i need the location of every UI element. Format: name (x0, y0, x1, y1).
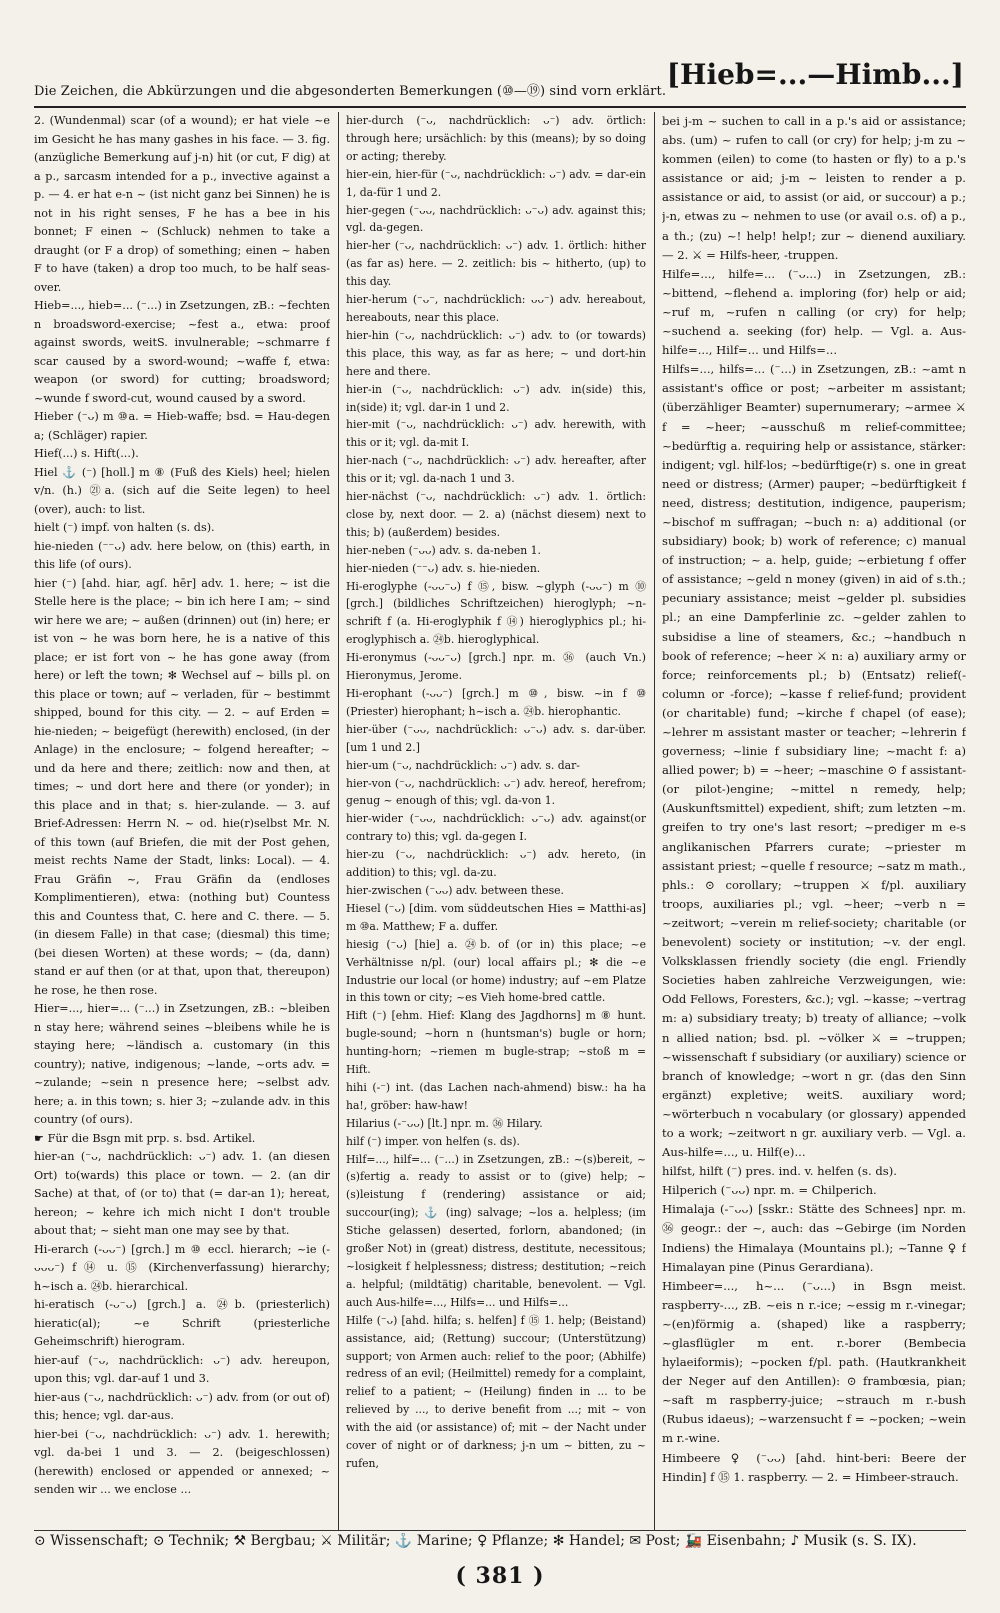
dictionary-entry: hier-gegen (⁻ᴗᴗ, nachdrücklich: ᴗ⁻ᴗ) adv. against this; vgl. da-gegen. (346, 203, 646, 235)
dictionary-entry: Hiesel (⁻ᴗ) [dim. vom süddeutschen Hies = Matthi-as] m ⑩a. Matthew; F a. duffer. (346, 901, 646, 933)
dictionary-entry: hier-neben (⁻ᴗᴗ) adv. s. da-neben 1. (346, 543, 541, 557)
header-note: Die Zeichen, die Abkürzungen und die abgesonderten Bemerkungen (⑩—⑲) sind vorn erklärt. (34, 84, 667, 99)
dictionary-entry: hier-bei (⁻ᴗ, nachdrücklich: ᴗ⁻) adv. 1. herewith; vgl. da-bei 1 und 3. — 2. (beigeschlossen) (herewith) enclosed or appended or annexed; ~ senden wir ... we enclose ... (34, 1427, 330, 1496)
header-rule (34, 106, 966, 108)
dictionary-entry: Hilfe=..., hilfe=... (⁻ᴗ...) in Zsetzungen, zB.: ~bittend, ~flehend a. imploring (for) help or aid; ~ruf m, ~rufen n calling (or cry) for help; ~suchend a. seeking (for) help. — Vgl. a. Aus-hilfe=..., Hilf=... und Hilfs=... (662, 266, 966, 358)
dictionary-columns (34, 112, 966, 1530)
dictionary-entry: hier-auf (⁻ᴗ, nachdrücklich: ᴗ⁻) adv. hereupon, upon this; vgl. dar-auf 1 und 3. (34, 1353, 330, 1385)
dictionary-entry: hier-von (⁻ᴗ, nachdrücklich: ᴗ⁻) adv. hereof, herefrom; genug ~ enough of this; vgl. da-von 1. (346, 776, 646, 808)
column-divider (338, 112, 339, 1530)
column-divider (654, 112, 655, 1530)
dictionary-entry: hilf (⁻) imper. von helfen (s. ds). (346, 1134, 520, 1148)
dictionary-entry: Hilarius (-⁻ᴗᴗ) [lt.] npr. m. ㊱ Hilary. (346, 1116, 543, 1130)
dictionary-entry: Hilfs=..., hilfs=... (⁻...) in Zsetzungen, zB.: ~amt n assistant's office or post; ~arbeiter m assistant; (überzähliger Beamter) supernumerary; ~armee ⚔ f = ~heer; ~ausschuß m relief-committee; ~bedürftig a. requiring help or assistance, stärker: indigent; vgl. hilf-los; ~bedürftige(r) s. one in great need or distress; (Armer) pauper; ~bedürftigkeit f need, distress; destitution, indigence, pauperism; ~bischof m suffragan; ~buch n: a) additional (or subsidiary) book; b) work of reference; c) manual of instruction; ~ a. help, guide; ~erbietung f offer of assistance; ~geld n money (given) in aid of s.th.; pecuniary assistance; meist ~gelder pl. subsidies pl.; an eine Dampferlinie zc. ~gelder zahlen to subsidise a line of steamers, &c.; ~handbuch n book of reference; ~heer ⚔ n: a) auxiliary army or force; reinforcements pl.; b) (Entsatz) relief(-column or -force); ~kasse f relief-fund; provident (or charitable) fund; ~kirche f chapel (of ease); ~lehrer m assistant master or teacher; ~lehrerin f governess; ~linie f subsidiary line; ~macht f: a) allied power; b) = ~heer; ~maschine ⊙ f assistant- (or pilot-)engine; ~mittel n remedy, help; (Auskunftsmittel) expedient, shift; zum letzten ~m. greifen to try one's last resort; ~prediger m e-s anglikanischen Pfarrers curate; ~priester m assistant priest; ~quelle f resource; ~satz m math., phls.: ⊙ corollary; ~truppen ⚔ f/pl. auxiliary troops, auxiliaries pl.; vgl. ~heer; ~verb n = ~zeitwort; ~verein m relief-society; charitable (or benevolent) society or institution; ~v. der engl. Volksklassen friendly society (die engl. Friendly Societies haben zahlreiche Verzweigungen, wie: Odd Fellows, Foresters, &c.); vgl. ~kasse; ~vertrag m: a) subsidiary treaty; b) treaty of alliance; ~volk n allied nation; bsd. pl. ~völker ⚔ = ~truppen; ~wissenschaft f subsidiary (or auxiliary) science or branch of knowledge; ~wort n gr. (das den Sinn ergänzt) expletive; weitS. auxiliary word; ~wörterbuch n vocabulary (or glossary) appended to a work; ~zeitwort n gr. auxiliary verb. — Vgl. a. Aus-hilfe=..., u. Hilf(e)... (662, 362, 966, 1160)
dictionary-entry: Hi-erophant (-ᴗᴗ⁻) [grch.] m ⑩, bisw. ~in f ⑩ (Priester) hierophant; h~isch a. ㉔b. hierophantic. (346, 687, 646, 718)
dictionary-entry: hie-nieden (⁻⁻ᴗ) adv. here below, on (this) earth, in this life (of ours). (34, 539, 330, 571)
dictionary-entry: bei j-m ~ suchen to call in a p.'s aid or assistance; abs. (um) ~ rufen to call (or cry) for help; j-m zu ~ kommen (eilen) to come (to hasten or fly) to a p.'s assistance or aid; j-m ~ leisten to render a p. assistance or aid, to assist (or aid, or succour) a p.; j-n, etwas zu ~ nehmen to use (or avail o.s. of) a p., a th.; (zu) ~! help! help!; zur ~ dienend auxiliary. — 2. ⚔ = Hilfs-heer, -truppen. (662, 114, 966, 262)
footer-rule (34, 1530, 966, 1531)
dictionary-entry: Hier=..., hier=... (⁻...) in Zsetzungen, zB.: ~bleiben n stay here; während seines ~bleibens while he is staying here; ~ländisch a. customary (in this country); native, indigenous; ~lande, ~orts adv. = ~zulande; ~sein n presence here; ~selbst adv. here; a. in this town; s. hier 3; ~zulande adv. in this country (of ours). (34, 1002, 330, 1126)
dictionary-entry: Hieber (⁻ᴗ) m ⑩a. = Hieb-waffe; bsd. = Hau-degen a; (Schläger) rapier. (34, 410, 330, 442)
dictionary-entry: hilfst, hilft (⁻) pres. ind. v. helfen (s. ds). (662, 1164, 897, 1179)
dictionary-entry: hier-ein, hier-für (⁻ᴗ, nachdrücklich: ᴗ⁻) adv. = dar-ein 1, da-für 1 und 2. (346, 167, 646, 199)
dictionary-entry: Hilf=..., hilf=... (⁻...) in Zsetzungen, zB.: ~(s)bereit, ~(s)fertig a. ready to assist or to (give) help; ~(s)leistung f (rendering) assistance or aid; succour(ing); ⚓ (ing) salvage; ~los a. helpless; (im Stiche gelassen) deserted, forlorn, abandoned; (in großer Not) in (great) distress, destitute, necessitous; ~losigkeit f helplessness; distress; destitution; ~reich a. helpful; (mildtätig) charitable, benevolent. — Vgl. auch Aus-hilfe=..., Hilfs=... und Hilfs=... (346, 1152, 646, 1309)
dictionary-entry: ☛ Für die Bsgn mit prp. s. bsd. Artikel. (34, 1131, 256, 1145)
dictionary-entry: hihi (-⁻) int. (das Lachen nach-ahmend) bisw.: ha ha ha!, gröber: haw-haw! (346, 1080, 646, 1112)
dictionary-entry: hier (⁻) [ahd. hiar, agſ. hēr] adv. 1. here; ~ ist die Stelle here is the place; ~ bin ich here I am; ~ sind wir here we are; ~ außen (drinnen) out (in) here; er ist von ~ he was born here, he is a native of this place; er ist fort von ~ he has gone away (from here) or left the town; ✻ Wechsel auf ~ bills pl. on this place or town; auf ~ verladen, für ~ bestimmt shipped, bound for this city. — 2. ~ auf Erden = hie-nieden; ~ beigefügt (herewith) enclosed, (in der Anlage) in the enclosure; ~ folgend hereafter; ~ und da here and there; zeitlich: now and then, at times; ~ und dort here and there (or yonder); in this place and in that; s. hier-zulande. — 3. auf Brief-Adressen: Herrn N. ~ od. hie(r)selbst Mr. N. of this town (auf Briefen, die mit der Post gehen, meist rechts Name der Stadt, links: Local). — 4. Frau Gräfin ~, Frau Gräfin da (endloses Komplimentieren), etwa: (nothing but) Countess this and Countess that, C. here and C. there. — 5. (in diesem Falle) in that case; (diesmal) this time; (bei diesen Worten) at these words; ~ (da, dann) stand er auf then (or at that, upon that, thereupon) he rose, he then rose. (34, 576, 330, 997)
dictionary-entry: Hift (⁻) [ehm. Hief: Klang des Jagdhorns] m ⑧ hunt. bugle-sound; ~horn n (huntsman's) bugle or horn; hunting-horn; ~riemen m bugle-strap; ~stoß m = Hift. (346, 1009, 646, 1077)
dictionary-entry: Hi-eronymus (-ᴗᴗ⁻ᴗ) [grch.] npr. m. ㊱ (auch Vn.) Hieronymus, Jerome. (346, 651, 646, 683)
page-number: ( 381 ) (455, 1563, 545, 1589)
page-number-area (0, 1563, 1000, 1589)
dictionary-entry: hielt (⁻) impf. von halten (s. ds). (34, 521, 215, 534)
dictionary-entry: hier-an (⁻ᴗ, nachdrücklich: ᴗ⁻) adv. 1. (an diesen Ort) to(wards) this place or town. — 2. (an dir Sache) at that, of (or to) that (= dar-an 1); hereat, hereon; ~ kehre ich mich nicht I don't trouble about that; ~ sieht man one may see by that. (34, 1150, 330, 1237)
dictionary-entry: hi-eratisch (-ᴗ⁻ᴗ) [grch.] a. ㉔b. (priesterlich) hieratic(al); ~e Schrift (priesterliche Geheimschrift) hierogram. (34, 1298, 330, 1348)
header-title: [Hieb=...—Himb...] (666, 58, 964, 91)
dictionary-entry: Hilfe (⁻ᴗ) [ahd. hilfa; s. helfen] f ⑮ 1. help; (Beistand) assistance, aid; (Rettung) succour; (Unterstützung) support; von Armen auch: relief to the poor; (Abhilfe) redress of an evil; (Heilmittel) remedy for a complaint, relief to a patient; ~ (Heilung) finden in ... to be relieved by ..., to derive benefit from ...; mit ~ von with the aid (or assistance) of; mit ~ der Nacht under cover of night or of darkness; j-n um ~ bitten, zu ~ rufen, (346, 1313, 646, 1470)
dictionary-entry: hier-in (⁻ᴗ, nachdrücklich: ᴗ⁻) adv. in(side) this, in(side) it; vgl. dar-in 1 und 2. (346, 382, 646, 414)
dictionary-entry: hier-mit (⁻ᴗ, nachdrücklich: ᴗ⁻) adv. herewith, with this or it; vgl. da-mit I. (346, 418, 646, 450)
dictionary-entry: Himbeere ♀ (⁻ᴗᴗ) [ahd. hint-beri: Beere der Hindin] f ⑮ 1. raspberry. — 2. = Himbeer-strauch. (662, 1450, 966, 1484)
dictionary-entry: hier-nach (⁻ᴗ, nachdrücklich: ᴗ⁻) adv. hereafter, after this or it; vgl. da-nach 1 und 3. (346, 454, 646, 486)
dictionary-entry: Himbeer=..., h~... (⁻ᴗ...) in Bsgn meist. raspberry-..., zB. ~eis n r.-ice; ~essig m r.-vinegar; ~(en)förmig a. (shaped) like a raspberry; ~glasflügler m ent. r.-borer (Bembecia hylaeiformis); ~pocken f/pl. path. (Hautkrankheit der Neger auf den Antillen): ⊙ frambœsia, pian; ~saft m raspberry-juice; ~strauch m r.-bush (Rubus idaeus); ~warzensucht f = ~pocken; ~wein m r.-wine. (662, 1278, 966, 1446)
dictionary-entry: Himalaja (-⁻ᴗᴗ) [sskr.: Stätte des Schnees] npr. m. ㊱ geogr.: der ~, auch: das ~Gebirge (im Norden Indiens) the Himalaya (Mountains pl.); ~Tanne ♀ f Himalayan pine (Pinus Gerardiana). (662, 1202, 966, 1274)
column-1 (34, 112, 330, 1530)
dictionary-entry: Hiel ⚓ (⁻) [holl.] m ⑧ (Fuß des Kiels) heel; hielen v/n. (h.) ㉑a. (sich auf die Seite legen) to heel (over), auch: to list. (34, 465, 330, 516)
dictionary-entry: Hi-eroglyphe (-ᴗᴗ⁻ᴗ) f ⑮, bisw. ~glyph (-ᴗᴗ⁻) m ⑩ [grch.] (bildliches Schriftzeichen) hieroglyph; ~n-schrift f (a. Hi-eroglyphik f ⑭) hieroglyphics pl.; hi-eroglyphisch a. ㉔b. hieroglyphical. (346, 579, 646, 647)
dictionary-entry: Hief(...) s. Hift(...). (34, 447, 139, 460)
footer-legend: ⊙ Wissenschaft; ⊙ Technik; ⚒ Bergbau; ⚔ Militär; ⚓ Marine; ♀ Pflanze; ✻ Handel; ✉ Post; 🚂 Eisenbahn; ♪ Musik (s. S. IX). (34, 1533, 917, 1549)
dictionary-entry: hier-nächst (⁻ᴗ, nachdrücklich: ᴗ⁻) adv. 1. örtlich: close by, next door. — 2. a) (nächst diesem) next to this; b) (außerdem) besides. (346, 490, 646, 539)
column-2 (346, 112, 646, 1530)
page-header (34, 58, 964, 106)
dictionary-entry: hier-herum (⁻ᴗ⁻, nachdrücklich: ᴗᴗ⁻) adv. hereabout, hereabouts, near this place. (346, 293, 646, 324)
dictionary-entry: Hi-erarch (-ᴗᴗ⁻) [grch.] m ⑩ eccl. hierarch; ~ie (-ᴗᴗᴗ⁻) f ⑭ u. ⑮ (Kirchenverfassung) hierarchy; h~isch a. ㉔b. hierarchical. (34, 1242, 330, 1293)
dictionary-entry: hier-her (⁻ᴗ, nachdrücklich: ᴗ⁻) adv. 1. örtlich: hither (as far as) here. — 2. zeitlich: bis ~ hitherto, (up) to this day. (346, 239, 646, 289)
dictionary-entry: hier-über (⁻ᴗᴗ, nachdrücklich: ᴗ⁻ᴗ) adv. s. dar-über. [um 1 und 2.] (346, 722, 646, 754)
dictionary-entry: Hieb=..., hieb=... (⁻...) in Zsetzungen, zB.: ~fechten n broadsword-exercise; ~fest a., etwa: proof against swords, weitS. invulnerable; ~schmarre f scar caused by a sword-wound; ~waffe f, etwa: weapon (or sword) for cutting; broadsword; ~wunde f sword-cut, wound caused by a sword. (34, 299, 330, 405)
dictionary-entry: 2. (Wundenmal) scar (of a wound); er hat viele ~e im Gesicht he has many gashes in his face. — 3. fig. (anzügliche Bemerkung auf j-n) hit (or cut, F dig) at a p., sarcasm intended for a p., invective against a p. — 4. er hat e-n ~ (ist nicht ganz bei Sinnen) he is not in his right senses, F he has a bee in his bonnet; F einen ~ (Schluck) nehmen to take a draught (or F a drop) of something; einen ~ haben F to have (taken) a drop too much, to be half seas-over. (34, 114, 330, 294)
dictionary-entry: Hilperich (⁻ᴗᴗ) npr. m. = Chilperich. (662, 1183, 877, 1198)
dictionary-entry: hier-durch (⁻ᴗ, nachdrücklich: ᴗ⁻) adv. örtlich: through here; ursächlich: by this (means); by so doing or acting; thereby. (346, 114, 646, 163)
dictionary-entry: hier-um (⁻ᴗ, nachdrücklich: ᴗ⁻) adv. s. dar- (346, 758, 580, 772)
column-3 (662, 112, 966, 1530)
dictionary-entry: hier-aus (⁻ᴗ, nachdrücklich: ᴗ⁻) adv. from (or out of) this; hence; vgl. dar-aus. (34, 1390, 330, 1422)
dictionary-entry: hier-zwischen (⁻ᴗᴗ) adv. between these. (346, 883, 564, 897)
dictionary-entry: hiesig (⁻ᴗ) [hie] a. ㉔b. of (or in) this place; ~e Verhältnisse n/pl. (our) local affairs pl.; ✻ die ~e Industrie our local (or home) industry; auf ~em Platze in this town or city; ~es Vieh home-bred cattle. (346, 937, 646, 1005)
dictionary-entry: hier-nieden (⁻⁻ᴗ) adv. s. hie-nieden. (346, 561, 541, 575)
dictionary-entry: hier-hin (⁻ᴗ, nachdrücklich: ᴗ⁻) adv. to (or towards) this place, this way, as far as here; ~ und dort-hin here and there. (346, 328, 646, 378)
dictionary-entry: hier-zu (⁻ᴗ, nachdrücklich: ᴗ⁻) adv. hereto, (in addition) to this; vgl. da-zu. (346, 848, 646, 880)
dictionary-entry: hier-wider (⁻ᴗᴗ, nachdrücklich: ᴗ⁻ᴗ) adv. against(or contrary to) this; vgl. da-gegen I. (346, 812, 646, 844)
